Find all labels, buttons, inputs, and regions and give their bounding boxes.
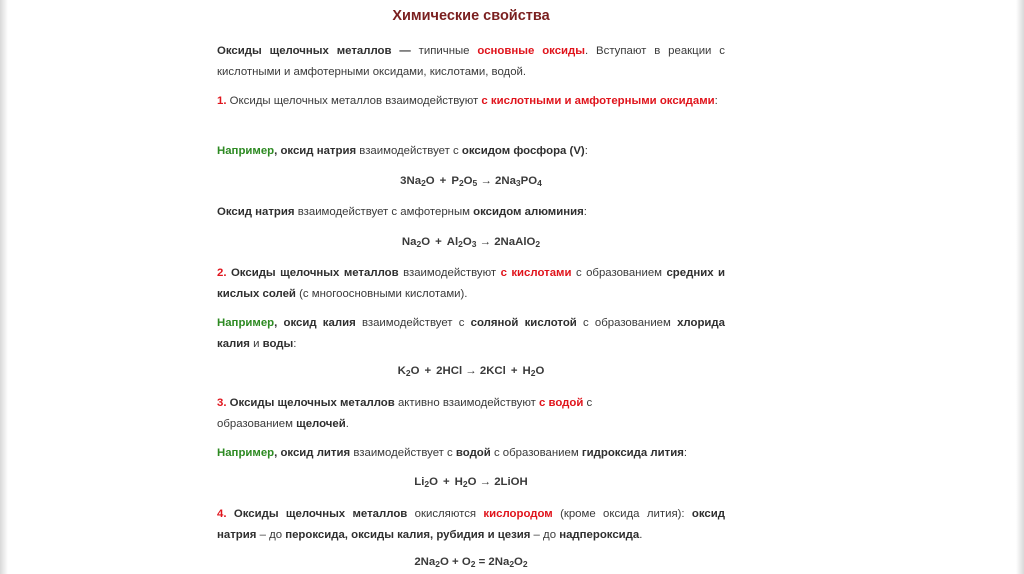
section-4-paragraph: 4. Оксиды щелочных металлов окисляются кислородом (кроме оксида лития): оксид натрия – до пероксида, оксиды калия, рубидия и цезия – до надпероксида. (217, 508, 725, 541)
section-2-paragraph: 2. Оксиды щелочных металлов взаимодействуют с кислотами с образованием средних и кислых солей (с многоосновными кислотами). (217, 267, 725, 300)
example-3-paragraph: Например, оксид лития взаимодействует с водой с образованием гидроксида лития: (217, 447, 688, 459)
equation-3: $K_2O + 2HCl \to 2KCl + H_2O$ (397, 365, 545, 378)
left-slide-edge (0, 0, 8, 574)
section-1-paragraph: 1. Оксиды щелочных металлов взаимодействуют с кислотными и амфотерными оксидами: (217, 95, 718, 107)
equation-5: $2Na_2O + O_2 = 2Na_2O_2$ (414, 556, 528, 569)
intro-paragraph: Оксиды щелочных металлов — типичные основные оксиды. Вступают в реакции с кислотными и амфотерными оксидами, кислотами, водой. (217, 45, 725, 78)
example-2-paragraph: Например, оксид калия взаимодействует с соляной кислотой с образованием хлорида калия и воды: (217, 317, 725, 350)
right-slide-edge (1016, 0, 1024, 574)
equation-4: $Li_2O + H_2O$ → 2LiOH (414, 476, 528, 489)
equation-2: $Na_2O + Al_2O_3$ → 2NaAlO$_2$ (401, 236, 541, 249)
page-title: Химические свойства (392, 8, 550, 24)
equation-1: $3Na_2O + P_2O_5 \to 2Na_3PO_4$ (400, 175, 542, 188)
example-1-paragraph: Например, оксид натрия взаимодействует с оксидом фосфора (V): (217, 145, 588, 157)
example-1b-paragraph: Оксид натрия взаимодействует с амфотерным оксидом алюминия: (217, 206, 587, 218)
section-3-paragraph: 3. Оксиды щелочных металлов активно взаимодействуют с водой с образованием щелочей. (217, 397, 593, 430)
